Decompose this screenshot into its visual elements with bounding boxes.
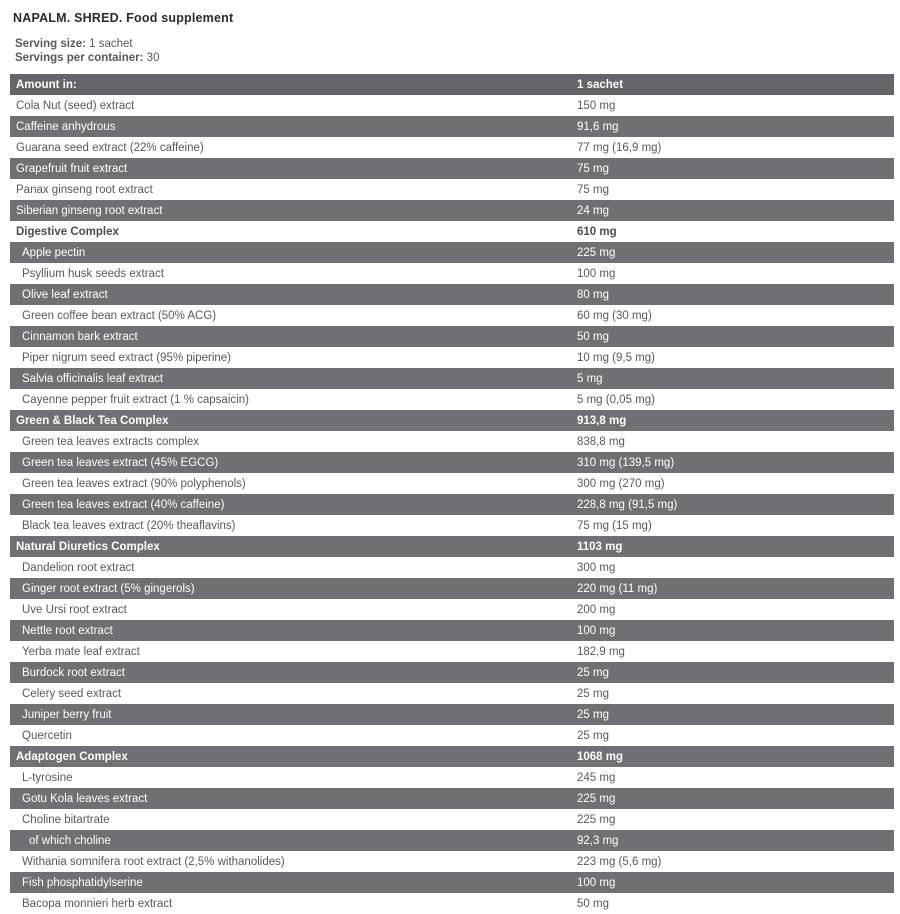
table-row xyxy=(10,767,894,788)
ingredient-name: Salvia officinalis leaf extract xyxy=(22,372,164,385)
ingredient-name: L-tyrosine xyxy=(22,771,73,784)
table-row xyxy=(10,158,894,179)
ingredient-name: Caffeine anhydrous xyxy=(16,120,116,133)
table-row xyxy=(10,326,894,347)
table-row xyxy=(10,872,894,893)
ingredient-name: Green tea leaves extract (40% caffeine) xyxy=(22,498,225,511)
serving-size-label: Serving size: xyxy=(15,38,86,50)
ingredient-name: Psyllium husk seeds extract xyxy=(22,267,164,280)
table-row xyxy=(10,851,894,872)
ingredient-name: Green coffee bean extract (50% ACG) xyxy=(22,309,217,322)
ingredient-amount: 25 mg xyxy=(577,666,609,679)
ingredient-name: Piper nigrum seed extract (95% piperine) xyxy=(22,351,232,364)
ingredient-name: Bacopa monnieri herb extract xyxy=(22,897,173,910)
table-row xyxy=(10,662,894,683)
ingredient-name: Cinnamon bark extract xyxy=(22,330,138,343)
table-row xyxy=(10,893,894,914)
ingredient-amount: 300 mg (270 mg) xyxy=(577,477,665,490)
ingredient-name: Burdock root extract xyxy=(22,666,125,679)
table-row xyxy=(10,641,894,662)
ingredient-amount: 100 mg xyxy=(577,267,616,280)
ingredient-amount: 10 mg (9,5 mg) xyxy=(577,351,655,364)
table-row xyxy=(10,557,894,578)
table-row xyxy=(10,452,894,473)
table-row xyxy=(10,515,894,536)
ingredient-amount: 25 mg xyxy=(577,687,609,700)
table-row xyxy=(10,830,894,851)
ingredient-amount: 225 mg xyxy=(577,246,616,259)
ingredient-name: Green tea leaves extract (45% EGCG) xyxy=(22,456,219,469)
ingredient-amount: 838,8 mg xyxy=(577,435,625,448)
ingredient-name: Choline bitartrate xyxy=(22,813,110,826)
ingredient-name: of which choline xyxy=(29,834,111,847)
table-row xyxy=(10,116,894,137)
ingredient-amount: 60 mg (30 mg) xyxy=(577,309,652,322)
ingredient-amount: 310 mg (139,5 mg) xyxy=(577,456,675,469)
table-row xyxy=(10,284,894,305)
ingredient-amount: 610 mg xyxy=(577,225,617,238)
ingredient-amount: 91,6 mg xyxy=(577,120,619,133)
ingredient-name: Ginger root extract (5% gingerols) xyxy=(22,582,195,595)
ingredient-name: Quercetin xyxy=(22,729,72,742)
ingredient-amount: 100 mg xyxy=(577,876,616,889)
table-row xyxy=(10,620,894,641)
ingredient-name: Siberian ginseng root extract xyxy=(16,204,163,217)
product-title: NAPALM. SHRED. Food supplement xyxy=(13,11,234,25)
ingredient-amount: 75 mg (15 mg) xyxy=(577,519,652,532)
ingredient-name: Apple pectin xyxy=(22,246,86,259)
ingredient-amount: 77 mg (16,9 mg) xyxy=(577,141,662,154)
ingredient-amount: 223 mg (5,6 mg) xyxy=(577,855,662,868)
servings-per-container-line xyxy=(15,52,900,66)
table-row xyxy=(10,431,894,452)
serving-size-value: 1 sachet xyxy=(89,38,133,50)
table-row xyxy=(10,137,894,158)
ingredient-amount: 225 mg xyxy=(577,792,616,805)
ingredient-name: Green tea leaves extract (90% polyphenols) xyxy=(22,477,246,490)
table-row xyxy=(10,263,894,284)
table-row xyxy=(10,704,894,725)
table-row xyxy=(10,95,894,116)
ingredient-amount: 182,9 mg xyxy=(577,645,625,658)
ingredient-name: Celery seed extract xyxy=(22,687,122,700)
table-row xyxy=(10,368,894,389)
ingredient-amount: 913,8 mg xyxy=(577,414,627,427)
ingredient-amount: 200 mg xyxy=(577,603,616,616)
ingredient-amount: 24 mg xyxy=(577,204,609,217)
table-row xyxy=(10,683,894,704)
supplement-facts-table xyxy=(10,74,894,914)
ingredient-amount: 75 mg xyxy=(577,183,609,196)
serving-size-line xyxy=(15,38,900,52)
ingredient-amount: 50 mg xyxy=(577,897,609,910)
serving-info xyxy=(15,38,900,65)
servings-per-container-label: Servings per container: xyxy=(15,51,144,64)
ingredient-name: Green & Black Tea Complex xyxy=(16,414,169,427)
column-header-amount: 1 sachet xyxy=(577,78,624,91)
ingredient-amount: 5 mg (0,05 mg) xyxy=(577,393,655,406)
ingredient-name: Natural Diuretics Complex xyxy=(16,540,160,553)
ingredient-name: Panax ginseng root extract xyxy=(16,183,153,196)
ingredient-amount: 25 mg xyxy=(577,708,609,721)
ingredient-amount: 75 mg xyxy=(577,162,609,175)
column-header-ingredient: Amount in: xyxy=(16,78,77,91)
ingredient-name: Yerba mate leaf extract xyxy=(22,645,140,658)
table-row xyxy=(10,200,894,221)
ingredient-amount: 50 mg xyxy=(577,330,609,343)
ingredient-name: Fish phosphatidylserine xyxy=(22,876,143,889)
ingredient-name: Digestive Complex xyxy=(16,225,119,238)
table-row xyxy=(10,242,894,263)
table-row xyxy=(10,347,894,368)
ingredient-name: Adaptogen Complex xyxy=(16,750,128,763)
table-row xyxy=(10,725,894,746)
ingredient-amount: 300 mg xyxy=(577,561,616,574)
ingredient-amount: 225 mg xyxy=(577,813,616,826)
ingredient-amount: 150 mg xyxy=(577,99,616,112)
ingredient-amount: 25 mg xyxy=(577,729,609,742)
table-row xyxy=(10,746,894,767)
ingredient-amount: 1103 mg xyxy=(577,540,623,553)
table-row xyxy=(10,788,894,809)
ingredient-name: Juniper berry fruit xyxy=(22,708,112,721)
ingredient-amount: 100 mg xyxy=(577,624,616,637)
ingredient-name: Guarana seed extract (22% caffeine) xyxy=(16,141,204,154)
table-row xyxy=(10,221,894,242)
ingredient-name: Dandelion root extract xyxy=(22,561,135,574)
ingredient-name: Cayenne pepper fruit extract (1 % capsaicin) xyxy=(22,393,249,406)
ingredient-amount: 5 mg xyxy=(577,372,603,385)
table-row xyxy=(10,494,894,515)
table-row xyxy=(10,809,894,830)
table-row xyxy=(10,179,894,200)
ingredient-amount: 245 mg xyxy=(577,771,616,784)
ingredient-name: Nettle root extract xyxy=(22,624,113,637)
ingredient-amount: 92,3 mg xyxy=(577,834,619,847)
table-row xyxy=(10,410,894,431)
table-row xyxy=(10,599,894,620)
table-row xyxy=(10,536,894,557)
ingredient-name: Withania somnifera root extract (2,5% withanolides) xyxy=(22,855,285,868)
ingredient-amount: 80 mg xyxy=(577,288,609,301)
table-row xyxy=(10,578,894,599)
ingredient-amount: 228,8 mg (91,5 mg) xyxy=(577,498,678,511)
ingredient-name: Uve Ursi root extract xyxy=(22,603,127,616)
table-header-row xyxy=(10,74,894,95)
table-row xyxy=(10,389,894,410)
ingredient-name: Olive leaf extract xyxy=(22,288,108,301)
ingredient-name: Green tea leaves extracts complex xyxy=(22,435,200,448)
ingredient-name: Grapefruit fruit extract xyxy=(16,162,128,175)
ingredient-name: Black tea leaves extract (20% theaflavins) xyxy=(22,519,236,532)
table-row xyxy=(10,473,894,494)
servings-per-container-value: 30 xyxy=(146,51,160,64)
ingredient-amount: 220 mg (11 mg) xyxy=(577,582,658,595)
ingredient-name: Gotu Kola leaves extract xyxy=(22,792,148,805)
ingredient-name: Cola Nut (seed) extract xyxy=(16,99,135,112)
ingredient-amount: 1068 mg xyxy=(577,750,624,763)
table-row xyxy=(10,305,894,326)
